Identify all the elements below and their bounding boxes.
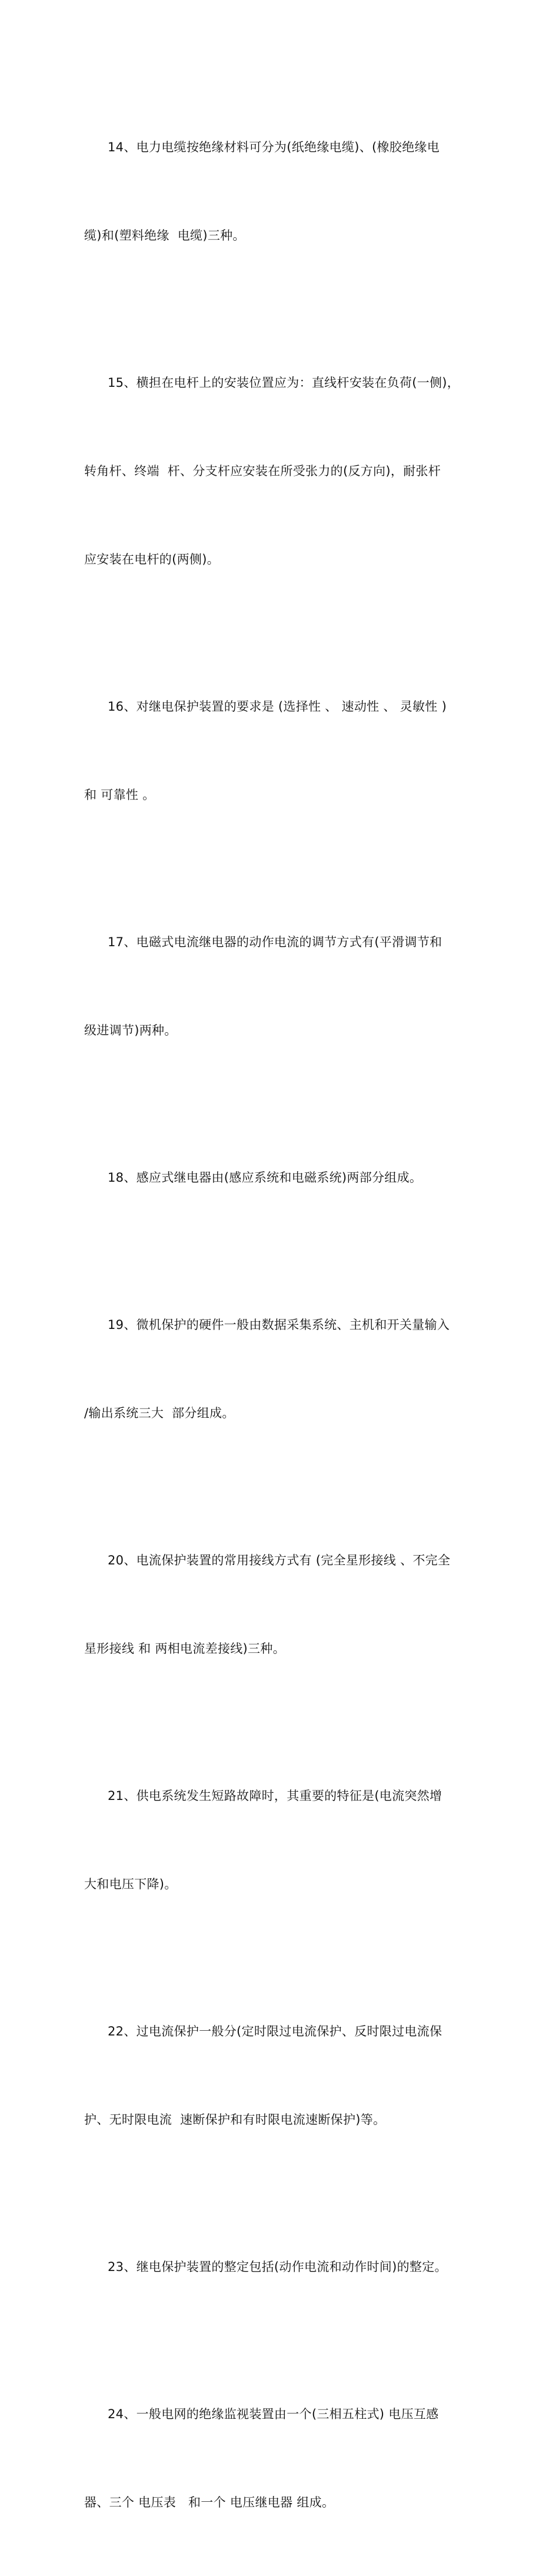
paragraph-line: 级进调节)两种。 <box>84 1023 177 1037</box>
paragraph-line: 19、微机保护的硬件一般由数据采集系统、主机和开关量输入 <box>108 1318 450 1332</box>
paragraph-24 <box>84 2340 475 2576</box>
paragraph-18 <box>84 1104 475 1251</box>
paragraph-line: 转角杆、终端 杆、分支杆应安装在所受张力的(反方向)，耐张杆 <box>84 464 441 478</box>
paragraph-line: 20、电流保护装置的常用接线方式有 (完全星形接线 、不完全 <box>108 1553 451 1567</box>
paragraph-line: /输出系统三大 部分组成。 <box>84 1406 235 1420</box>
paragraph-line: 23、继电保护装置的整定包括(动作电流和动作时间)的整定。 <box>108 2260 447 2274</box>
paragraph-line: 护、无时限电流 速断保护和有时限电流速断保护)等。 <box>84 2113 386 2127</box>
paragraph-22 <box>84 1958 475 2193</box>
paragraph-line: 24、一般电网的绝缘监视装置由一个(三相五柱式) 电压互感 <box>108 2407 439 2421</box>
paragraph-line: 18、感应式继电器由(感应系统和电磁系统)两部分组成。 <box>108 1171 422 1185</box>
paragraph-line: 和 可靠性 。 <box>84 788 155 802</box>
paragraph-23 <box>84 2193 475 2340</box>
paragraph-17 <box>84 868 475 1104</box>
paragraph-21 <box>84 1722 475 1958</box>
paragraph-line: 应安装在电杆的(两侧)。 <box>84 552 219 566</box>
paragraph-line: 22、过电流保护一般分(定时限过电流保护、反时限过电流保 <box>108 2024 442 2038</box>
paragraph-line: 16、对继电保护装置的要求是 (选择性 、 速动性 、 灵敏性 ) <box>108 699 447 714</box>
paragraph-line: 17、电磁式电流继电器的动作电流的调节方式有(平滑调节和 <box>108 935 442 949</box>
paragraph-line: 器、三个 电压表 和一个 电压继电器 组成。 <box>84 2495 335 2509</box>
document-body <box>84 74 475 2576</box>
paragraph-15 <box>84 309 475 633</box>
paragraph-line: 大和电压下降)。 <box>84 1877 177 1891</box>
paragraph-14 <box>84 74 475 309</box>
paragraph-19 <box>84 1251 475 1487</box>
paragraph-line: 缆)和(塑料绝缘 电缆)三种。 <box>84 228 245 243</box>
paragraph-line: 星形接线 和 两相电流差接线)三种。 <box>84 1642 285 1656</box>
paragraph-16 <box>84 633 475 868</box>
paragraph-line: 14、电力电缆按绝缘材料可分为(纸绝缘电缆)、(橡胶绝缘电 <box>108 140 440 154</box>
paragraph-line: 21、供电系统发生短路故障时，其重要的特征是(电流突然增 <box>108 1789 442 1803</box>
paragraph-line: 15、横担在电杆上的安装位置应为：直线杆安装在负荷(一侧)， <box>108 376 460 390</box>
paragraph-20 <box>84 1487 475 1722</box>
